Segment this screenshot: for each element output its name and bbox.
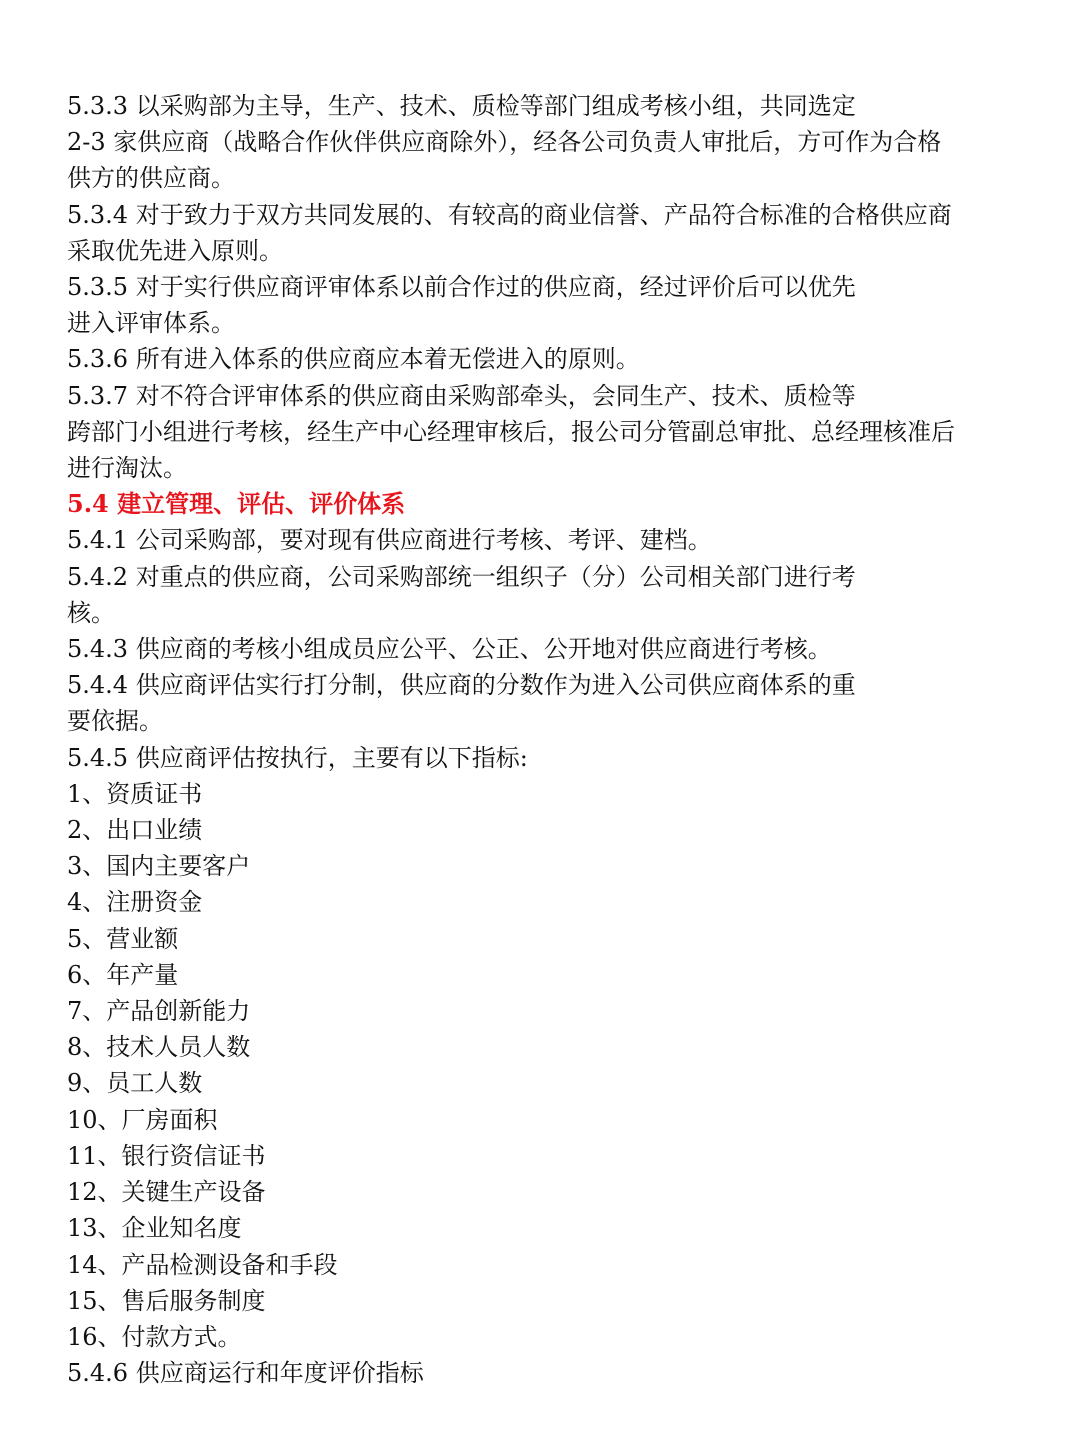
paragraph-line: 5.3.4 对于致力于双方共同发展的、有较高的商业信誉、产品符合标准的合格供应商 <box>67 200 952 229</box>
paragraph-line: 进行淘汰。 <box>67 454 187 483</box>
indicator-item: 3、国内主要客户 <box>67 852 251 881</box>
indicator-item: 11、银行资信证书 <box>67 1141 266 1170</box>
indicator-item: 4、注册资金 <box>67 888 203 917</box>
indicator-item: 7、产品创新能力 <box>67 997 251 1026</box>
indicator-item: 15、售后服务制度 <box>67 1286 266 1315</box>
section-line: 5.4.2 对重点的供应商，公司采购部统一组织子（分）公司相关部门进行考 <box>67 562 856 591</box>
indicator-item: 2、出口业绩 <box>67 816 203 845</box>
paragraph-line: 跨部门小组进行考核，经生产中心经理审核后，报公司分管副总审批、总经理核准后 <box>67 417 955 446</box>
section-line: 要依据。 <box>67 707 163 736</box>
indicator-item: 13、企业知名度 <box>67 1214 242 1243</box>
paragraph-line: 5.3.3 以采购部为主导，生产、技术、质检等部门组成考核小组，共同选定 <box>67 92 856 120</box>
paragraph-line: 采取优先进入原则。 <box>67 236 283 265</box>
indicator-item: 6、年产量 <box>67 960 179 989</box>
paragraph-line: 5.3.5 对于实行供应商评审体系以前合作过的供应商，经过评价后可以优先 <box>67 273 856 302</box>
indicator-item: 5、营业额 <box>67 924 179 953</box>
paragraph-line: 5.3.6 所有进入体系的供应商应本着无偿进入的原则。 <box>67 345 640 374</box>
paragraph-line: 进入评审体系。 <box>67 309 235 338</box>
paragraph-line: 供方的供应商。 <box>67 164 235 193</box>
indicator-item: 8、技术人员人数 <box>67 1033 251 1062</box>
document-body <box>67 88 1027 1391</box>
section-line: 核。 <box>67 598 115 627</box>
section-line: 5.4.5 供应商评估按执行，主要有以下指标: <box>67 743 528 772</box>
indicator-item: 10、厂房面积 <box>67 1105 218 1134</box>
indicator-item: 14、产品检测设备和手段 <box>67 1250 338 1279</box>
paragraph-line: 2-3 家供应商（战略合作伙伴供应商除外），经各公司负责人审批后，方可作为合格 <box>67 128 942 157</box>
indicator-item: 1、资质证书 <box>67 779 203 808</box>
section-line: 5.4.1 公司采购部，要对现有供应商进行考核、考评、建档。 <box>67 526 712 555</box>
section-line: 5.4.3 供应商的考核小组成员应公平、公正、公开地对供应商进行考核。 <box>67 635 832 664</box>
final-line: 5.4.6 供应商运行和年度评价指标 <box>67 1359 424 1388</box>
paragraph-line: 5.3.7 对不符合评审体系的供应商由采购部牵头，会同生产、技术、质检等 <box>67 381 856 410</box>
indicator-item: 12、关键生产设备 <box>67 1178 266 1207</box>
section-line: 5.4.4 供应商评估实行打分制，供应商的分数作为进入公司供应商体系的重 <box>67 671 856 700</box>
indicator-list <box>67 776 1027 1355</box>
indicator-item: 9、员工人数 <box>67 1069 203 1098</box>
section-heading: 5.4 建立管理、评估、评价体系 <box>67 489 406 519</box>
indicator-item: 16、付款方式。 <box>67 1322 242 1351</box>
